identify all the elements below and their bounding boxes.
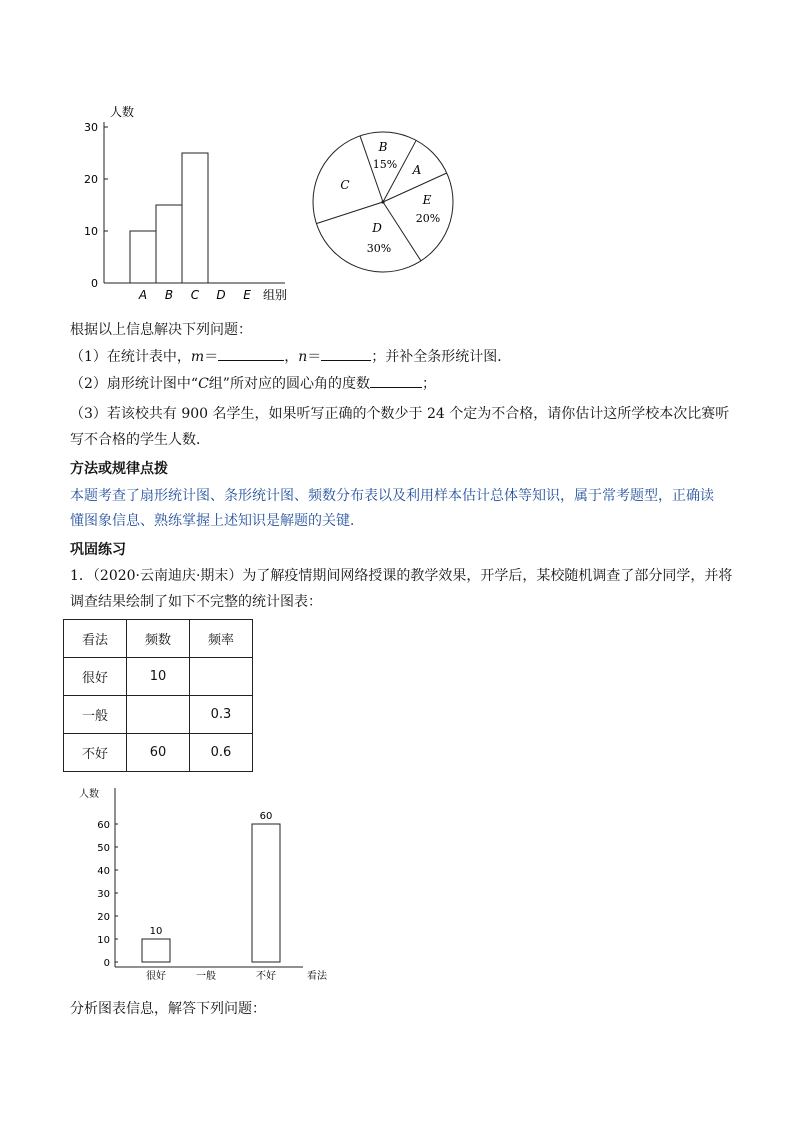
table-header-cell: 看法	[64, 620, 127, 658]
table-cell: 不好	[64, 734, 127, 772]
y-tick-label: 30	[84, 121, 98, 134]
final-instruction: 分析图表信息，解答下列问题：	[70, 1001, 266, 1017]
x-category-label: E	[243, 288, 251, 302]
question-3-line-2: 写不合格的学生人数．	[70, 432, 210, 448]
var-m: m	[190, 349, 205, 365]
table-header-row	[64, 620, 253, 658]
table-row	[64, 696, 253, 734]
x-category-label: D	[216, 288, 226, 302]
question-1	[70, 346, 511, 367]
slice-label-a: A	[412, 163, 422, 177]
method-heading: 方法或规律点拨	[70, 461, 168, 477]
var-n: n	[298, 349, 308, 365]
x-axis-title: 组别	[263, 288, 288, 302]
x-axis-title: 看法	[307, 971, 327, 982]
y-tick-label: 60	[97, 820, 110, 831]
table-cell: 10	[127, 658, 190, 696]
y-tick-label: 10	[97, 935, 110, 946]
y-tick-label: 0	[91, 277, 98, 290]
slice-pct-e: 20%	[415, 212, 441, 225]
practice-heading: 巩固练习	[70, 542, 126, 558]
bar-2	[252, 824, 280, 962]
pie-center	[381, 200, 384, 203]
slice-label-c: C	[340, 178, 350, 192]
bar-a	[130, 231, 156, 283]
table-cell: 0.6	[190, 734, 253, 772]
q2-end: ；	[421, 376, 436, 392]
answer-blank-n[interactable]	[321, 346, 371, 361]
q2-prefix: （2）扇形统计图中“	[70, 376, 199, 392]
table-cell	[127, 696, 190, 734]
var-c: C	[198, 376, 209, 392]
x-category-label: A	[138, 288, 148, 302]
question-3-line-1: （3）若该校共有 900 名学生，如果听写正确的个数少于 24 个定为不合格，请你估计这所学校本次比赛听	[70, 406, 730, 422]
y-axis-title: 人数	[79, 789, 99, 800]
bar-data-label: 10	[149, 926, 163, 937]
y-tick-label: 50	[97, 843, 110, 854]
table-cell	[190, 658, 253, 696]
group-pie-chart	[305, 125, 465, 280]
q1-prefix: （1）在统计表中，	[70, 349, 191, 365]
x-category-label: B	[164, 288, 174, 302]
table-row	[64, 658, 253, 696]
slice-label-d: D	[372, 221, 382, 235]
answer-blank-angle[interactable]	[370, 373, 422, 388]
table-header-cell: 频率	[190, 620, 253, 658]
q1-eq2: ＝	[307, 349, 322, 365]
bar-0	[142, 939, 170, 962]
exercise-1-line-1: 1．（2020·云南迪庆·期末）为了解疫情期间网络授课的教学效果，开学后，某校随机调查了部分同学，并将	[70, 568, 733, 584]
question-2	[70, 373, 436, 394]
y-tick-label: 0	[103, 958, 110, 969]
y-tick-label: 10	[84, 225, 98, 238]
answer-blank-m[interactable]	[218, 346, 284, 361]
y-tick-label: 20	[97, 912, 110, 923]
method-line-2: 懂图象信息、熟练掌握上述知识是解题的关键．	[70, 513, 364, 529]
slice-label-b: B	[378, 140, 388, 154]
slice-label-e: E	[422, 193, 432, 207]
q1-suffix: ；并补全条形统计图．	[371, 349, 512, 365]
q1-eq1: ＝	[204, 349, 219, 365]
intro-text: 根据以上信息解决下列问题：	[70, 322, 252, 338]
table-cell: 60	[127, 734, 190, 772]
table-cell: 一般	[64, 696, 127, 734]
table-row	[64, 734, 253, 772]
q2-middle: 组”所对应的圆心角的度数	[208, 376, 370, 392]
group-bar-chart	[80, 100, 300, 310]
y-tick-label: 30	[97, 889, 110, 900]
table-header-cell: 频数	[127, 620, 190, 658]
exercise-1-line-2: 调查结果绘制了如下不完整的统计图表：	[70, 594, 322, 610]
bar-b	[156, 205, 182, 283]
method-line-1: 本题考查了扇形统计图、条形统计图、频数分布表以及利用样本估计总体等知识，属于常考题型，正确读	[70, 488, 714, 504]
y-tick-label: 40	[97, 866, 110, 877]
y-tick-label: 20	[84, 173, 98, 186]
x-category-label: 不好	[256, 971, 276, 982]
x-category-label: C	[190, 288, 200, 302]
table-cell: 0.3	[190, 696, 253, 734]
q1-sep: ，	[284, 349, 299, 365]
bar-c	[182, 153, 208, 283]
slice-pct-d: 30%	[366, 242, 392, 255]
x-category-label: 很好	[146, 971, 166, 982]
opinion-bar-chart	[75, 780, 345, 985]
bar-data-label: 60	[259, 811, 273, 822]
table-cell: 很好	[64, 658, 127, 696]
x-category-label: 一般	[196, 971, 216, 982]
frequency-table	[63, 619, 253, 772]
slice-pct-b: 15%	[372, 158, 398, 171]
y-axis-title: 人数	[110, 105, 135, 119]
